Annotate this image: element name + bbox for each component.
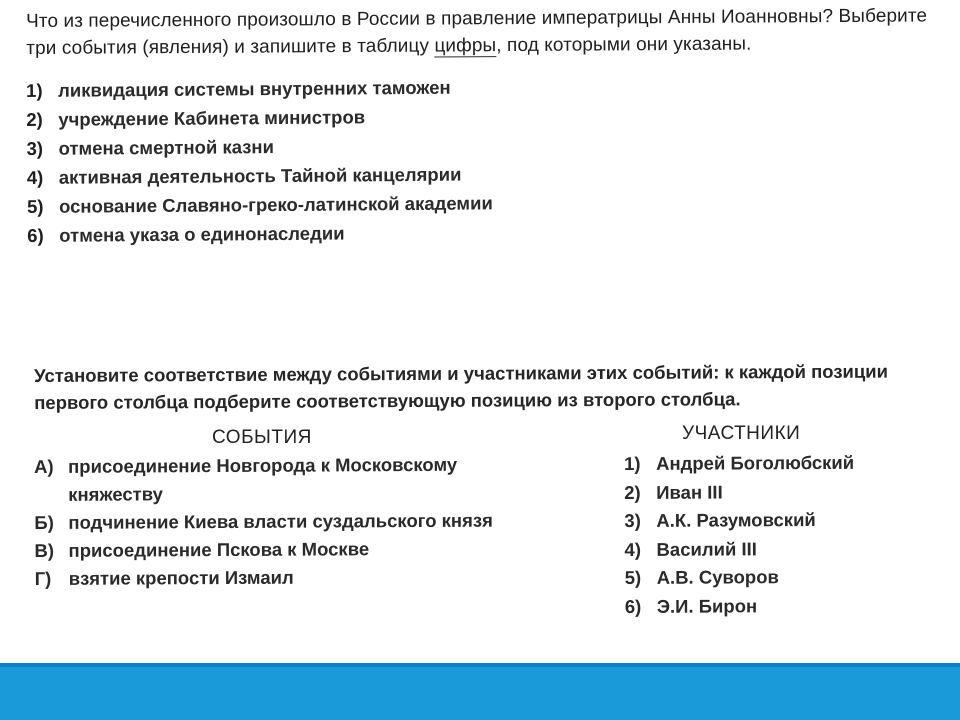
event-item: [34, 534, 594, 565]
event-text: присоединение Новгорода к Московскому княжеству: [68, 453, 458, 505]
participant-item: [625, 562, 925, 592]
participants-list: [624, 448, 925, 621]
participant-name: Андрей Боголюбский: [656, 451, 855, 474]
option-text: отмена указа о единонаследии: [59, 222, 345, 246]
event-text: подчинение Киева власти суздальского князя: [68, 509, 493, 533]
event-text: присоединение Пскова к Москве: [68, 538, 370, 561]
question-1: [26, 5, 942, 250]
event-item: [35, 562, 595, 593]
participant-number: 5): [624, 566, 642, 588]
participant-name: Э.И. Бирон: [656, 594, 758, 617]
question-1-text-part: Что из перечисленного произошло в России в правление императрицы Анны Иоанновны? Выберите три события (явления) и запишите в таблицу: [26, 5, 928, 59]
question-1-text: [26, 2, 942, 62]
option-number: 2): [26, 108, 43, 130]
question-1-text-end: , под которыми они указаны.: [496, 33, 752, 57]
footer-accent-line: [0, 663, 960, 667]
participant-item: [624, 534, 924, 564]
event-letter: Б): [34, 511, 54, 533]
footer-bar: [0, 663, 960, 720]
option-item: [27, 214, 943, 250]
option-text: учреждение Кабинета министров: [58, 106, 366, 130]
participant-name: Иван III: [656, 480, 723, 503]
event-item: [34, 506, 594, 537]
participant-item: [624, 448, 924, 478]
event-letter: В): [34, 539, 55, 561]
option-text: ликвидация системы внутренних таможен: [58, 76, 451, 101]
participant-number: 2): [624, 481, 641, 503]
participant-item: [624, 477, 924, 507]
participant-number: 3): [624, 509, 641, 531]
question-2-text: Установите соответствие между событиями и участниками этих событий: к каждой позиции первого столбца подберите соответствующую позицию из второго столбца.: [34, 360, 889, 413]
events-column-header: СОБЫТИЯ: [212, 427, 312, 448]
participant-name: А.В. Суворов: [656, 566, 779, 588]
option-text: основание Славяно-греко-латинской академии: [58, 192, 493, 217]
option-text: отмена смертной казни: [58, 136, 275, 159]
question-1-underlined-word: цифры: [434, 35, 497, 57]
option-number: 3): [26, 137, 44, 159]
events-list: [34, 450, 595, 593]
option-text: активная деятельность Тайной канцелярии: [58, 163, 462, 188]
participant-item: [624, 505, 924, 535]
event-letter: А): [34, 455, 54, 477]
participant-number: 4): [624, 538, 642, 560]
participant-number: 6): [624, 595, 642, 617]
option-number: 4): [26, 166, 44, 188]
event-item: [34, 450, 594, 509]
question-1-options: [26, 69, 943, 250]
participants-column-header: УЧАСТНИКИ: [682, 423, 801, 444]
option-number: 6): [27, 224, 44, 246]
participant-name: Василий III: [656, 537, 757, 560]
option-number: 5): [26, 195, 44, 217]
event-letter: Г): [34, 567, 52, 589]
option-number: 1): [26, 79, 43, 101]
participant-item: [625, 591, 925, 621]
participant-name: А.К. Разумовский: [656, 508, 816, 531]
event-text: взятие крепости Измаил: [68, 566, 294, 589]
participant-number: 1): [624, 452, 641, 474]
question-2: [34, 360, 924, 617]
